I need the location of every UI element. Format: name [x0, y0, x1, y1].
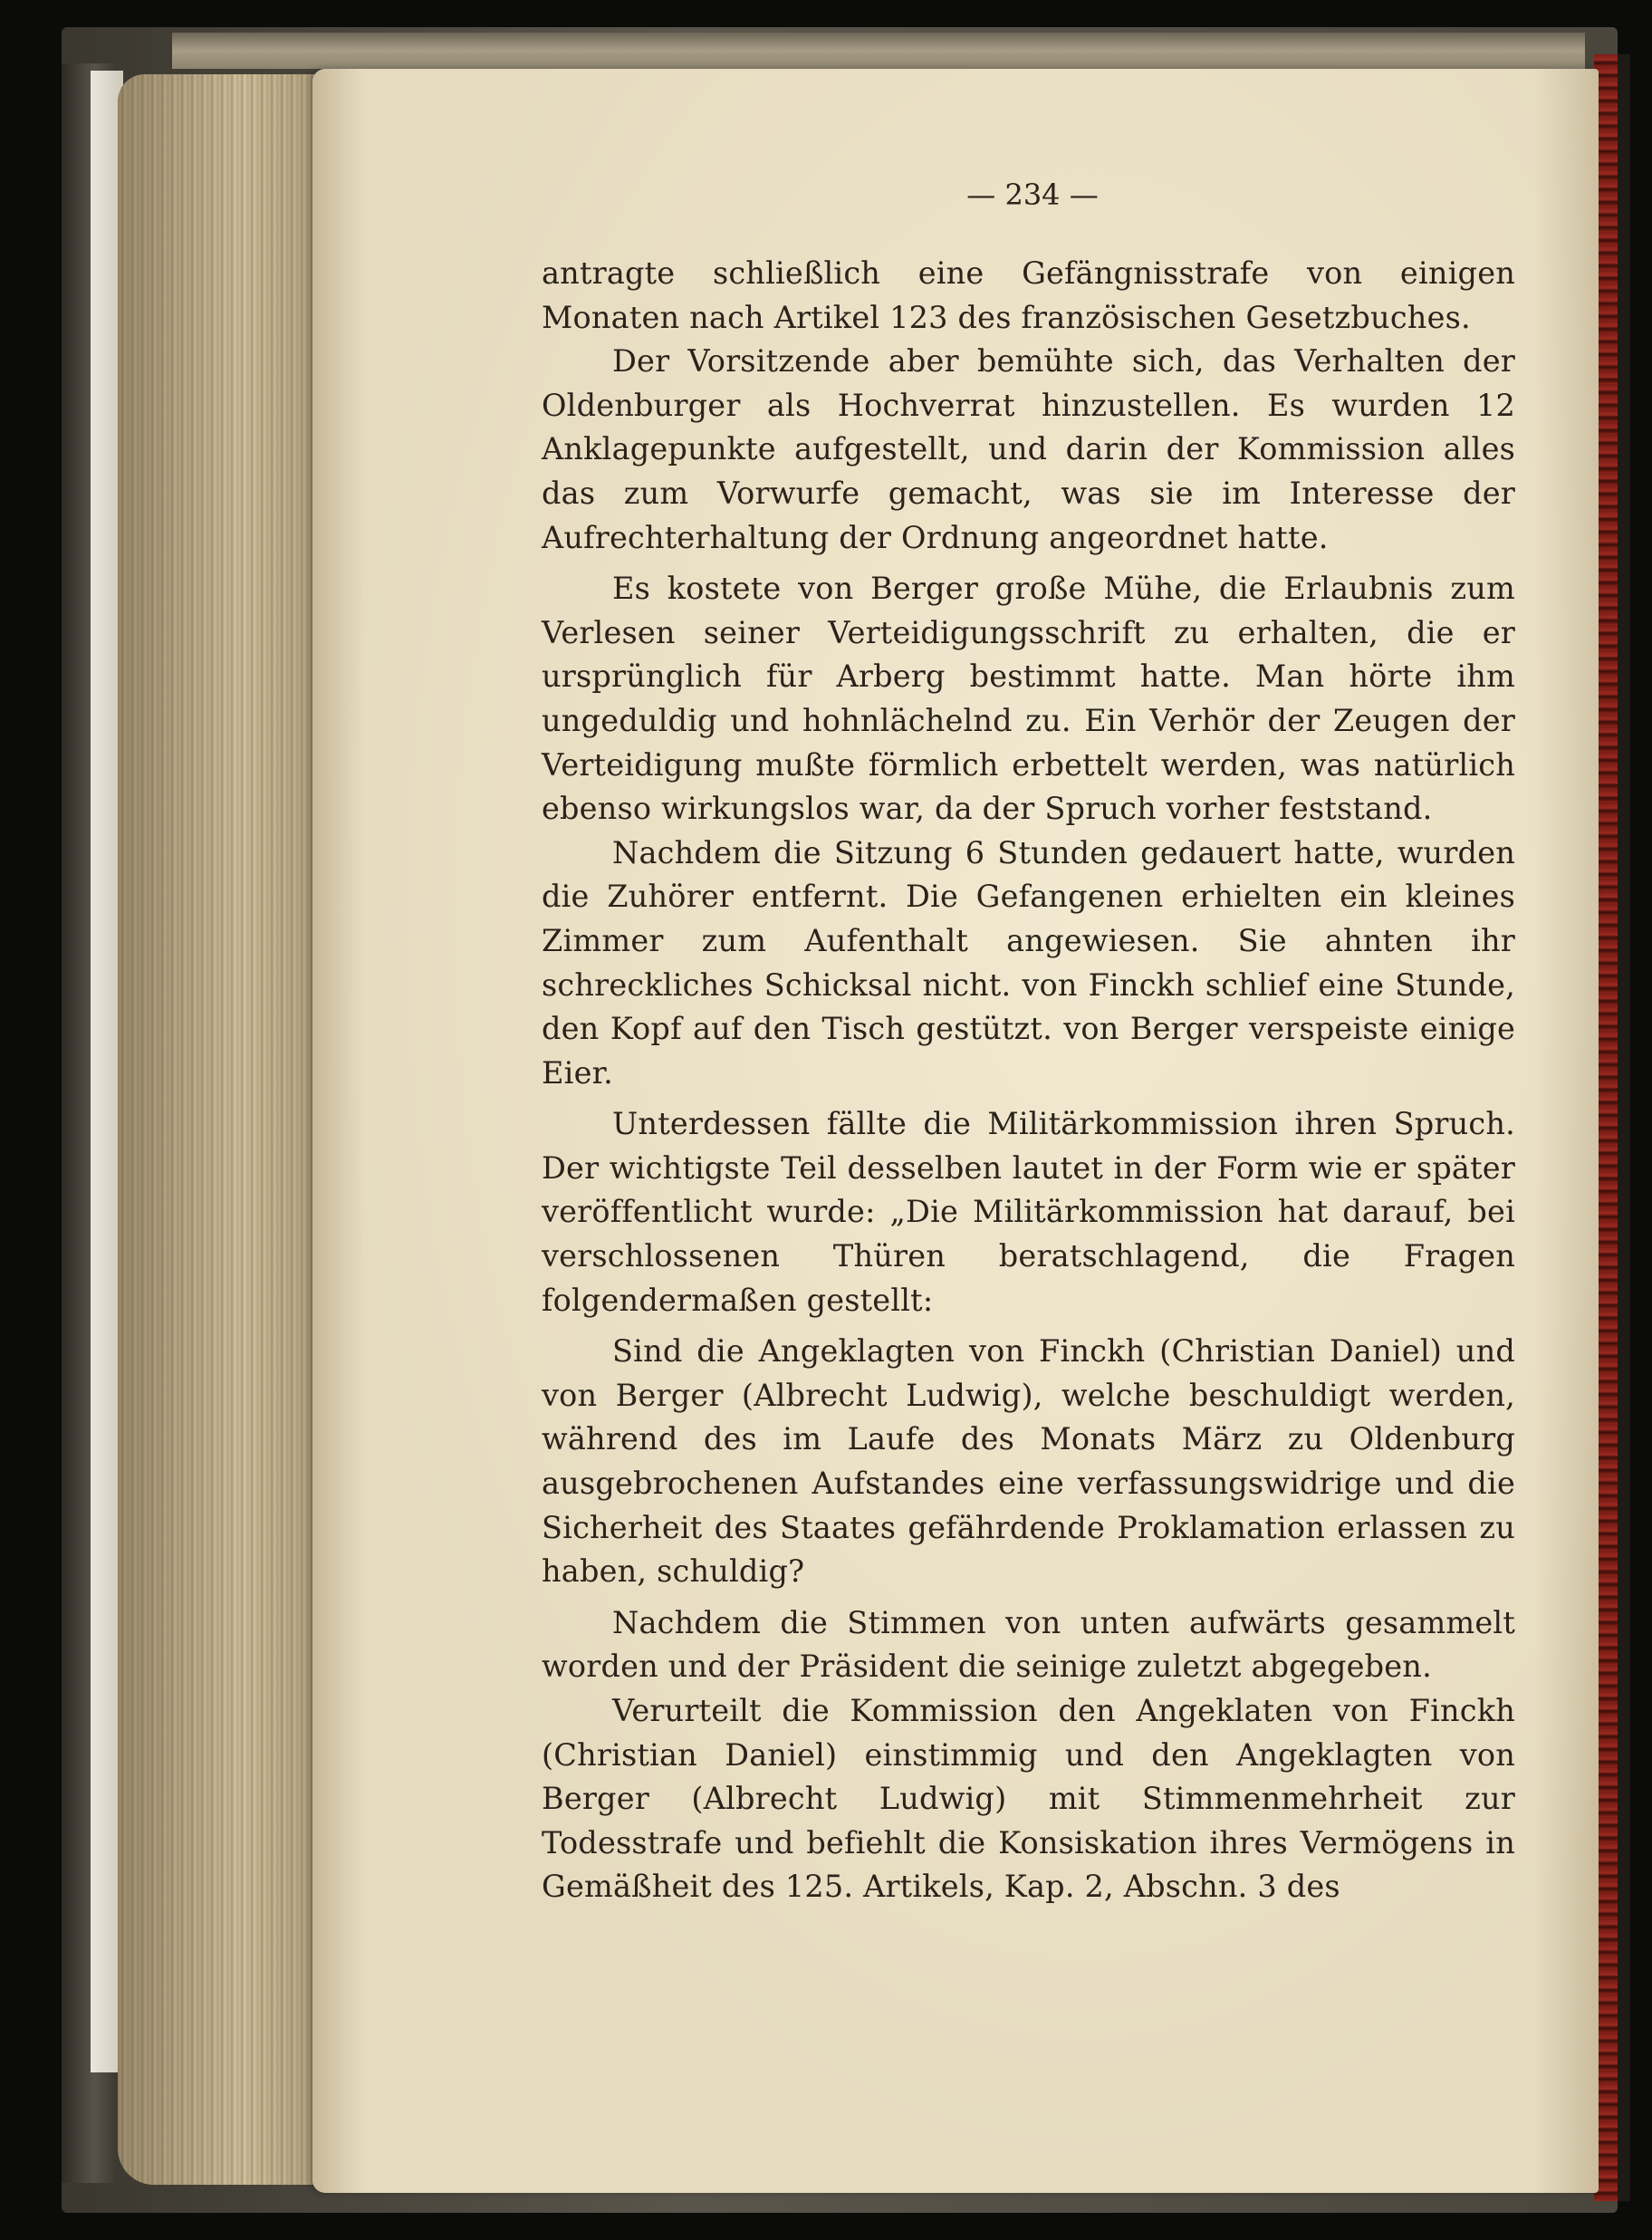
book-cover-top-edge — [172, 33, 1585, 69]
paragraph: antragte schließlich eine Gefängnisstrafe von einigen Monaten nach Artikel 123 des französischen Gesetzbuches. — [542, 255, 1515, 335]
page-edges-shade — [118, 74, 326, 2185]
page-number: — 234 — — [966, 178, 1099, 212]
paragraph: Nachdem die Sitzung 6 Stunden gedauert hatte, wurden die Zuhörer entfernt. Die Gefangenen erhielten ein kleines Zimmer zum Aufenthalt angewiesen. Sie ahnten ihr schreckliches Schicksal nicht. von Finckh schlief eine Stunde, den Kopf auf den Tisch gestützt. von Berger verspeiste einige Eier. — [542, 834, 1515, 1091]
paragraph: Nachdem die Stimmen von unten aufwärts gesammelt worden und der Präsident die seinige zuletzt abgegeben. — [542, 1604, 1515, 1685]
page-text — [542, 252, 1515, 1909]
paragraph: Unterdessen fällte die Militärkommission ihren Spruch. Der wichtigste Teil desselben lautet in der Form wie er später veröffentlicht wurde: „Die Militärkommission hat darauf, bei verschlossenen Thüren beratschlagend, die Fragen folgendermaßen gestellt: — [542, 1106, 1515, 1318]
paragraph: Der Vorsitzende aber bemühte sich, das Verhalten der Oldenburger als Hochverrat hinzustellen. Es wurden 12 Anklagepunkte aufgestellt, und darin der Kommission alles das zum Vorwurfe gemacht, was sie im Interesse der Aufrechterhaltung der Ordnung angeordnet hatte. — [542, 343, 1515, 555]
paragraph: Es kostete von Berger große Mühe, die Erlaubnis zum Verlesen seiner Verteidigungsschrift zu erhalten, die er ursprünglich für Arberg bestimmt hatte. Man hörte ihm ungeduldig und hohnlächelnd zu. Ein Verhör der Zeugen der Verteidigung mußte förmlich erbettelt werden, was natürlich ebenso wirkungslos war, da der Spruch vorher feststand. — [542, 571, 1515, 827]
paragraph: Sind die Angeklagten von Finckh (Christian Daniel) und von Berger (Albrecht Ludwig), welche beschuldigt werden, während des im Laufe des Monats März zu Oldenburg ausgebrochenen Aufstandes eine verfassungswidrige und die Sicherheit des Staates gefährdende Proklamation erlassen zu haben, schuldig? — [542, 1333, 1515, 1590]
paragraph: Verurteilt die Kommission den Angeklaten von Finckh (Christian Daniel) einstimmig und den Angeklagten von Berger (Albrecht Ludwig) mit Stimmenmehrheit zur Todesstrafe und befiehlt die Konsiskation ihres Vermögens in Gemäßheit des 125. Artikels, Kap. 2, Abschn. 3 des — [542, 1693, 1515, 1905]
right-binding — [1618, 54, 1630, 2201]
